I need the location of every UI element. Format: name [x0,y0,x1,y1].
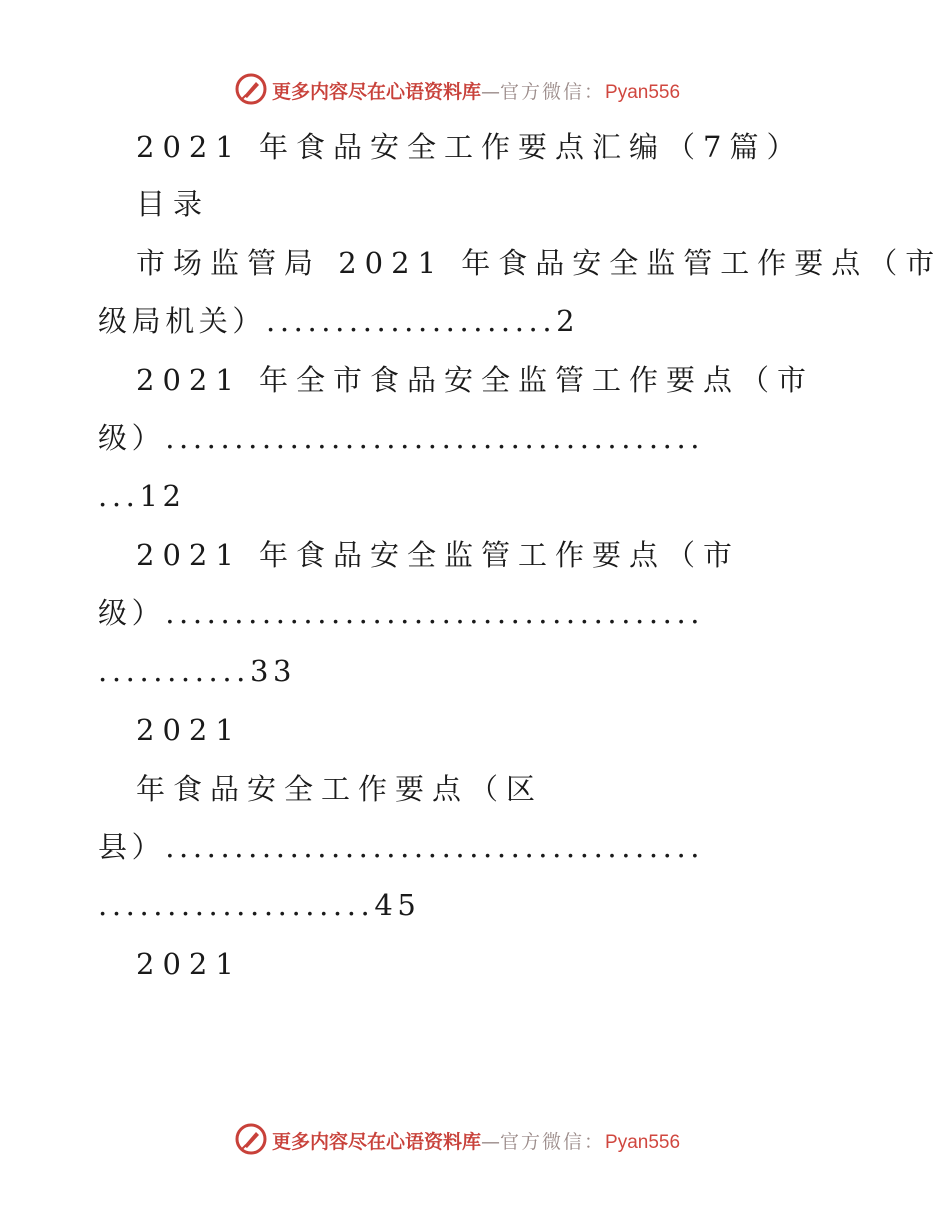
toc-entry-2-line3: ...12 [98,479,186,513]
toc-entry-4-line1: 2021 [136,713,242,747]
footer-watermark-banner [0,1120,950,1160]
toc-entry-4-line4: ....................45 [98,888,421,922]
watermark-wechat-id: Pyan556 [605,82,681,103]
watermark-wechat-id: Pyan556 [605,1132,681,1153]
watermark-official-label: 官方微信： [500,81,606,103]
toc-heading: 目录 [136,187,211,221]
watermark-text [272,77,680,104]
quill-logo-icon [234,1122,268,1156]
watermark-dash: — [481,1131,501,1153]
quill-logo-icon [234,72,268,106]
toc-entry-2-line2: 级）....................................... [98,421,705,455]
toc-entry-3-line2: 级）....................................... [98,596,705,630]
toc-entry-4-line3: 县）....................................... [98,830,705,864]
toc-entry-3-line1: 2021 年食品安全监管工作要点（市 [136,538,741,572]
toc-entry-4-line2: 年食品安全工作要点（区 [136,772,544,806]
watermark-dash: — [481,81,501,103]
watermark-slogan: 更多内容尽在心语资料库 [272,1131,482,1153]
watermark-official-label: 官方微信： [500,1131,606,1153]
header-watermark-banner [0,70,950,110]
toc-entry-3-line3: ...........33 [98,654,297,688]
toc-entry-1-line1: 市场监管局 2021 年食品安全监管工作要点（市 [136,246,943,280]
toc-entry-2-line1: 2021 年全市食品安全监管工作要点（市 [136,363,815,397]
watermark-text [272,1127,680,1154]
toc-entry-5-line1: 2021 [136,947,242,981]
toc-entry-1-line2: 级局机关）.....................2 [98,304,580,338]
watermark-slogan: 更多内容尽在心语资料库 [272,81,482,103]
document-title: 2021 年食品安全工作要点汇编（7篇） [136,130,804,164]
